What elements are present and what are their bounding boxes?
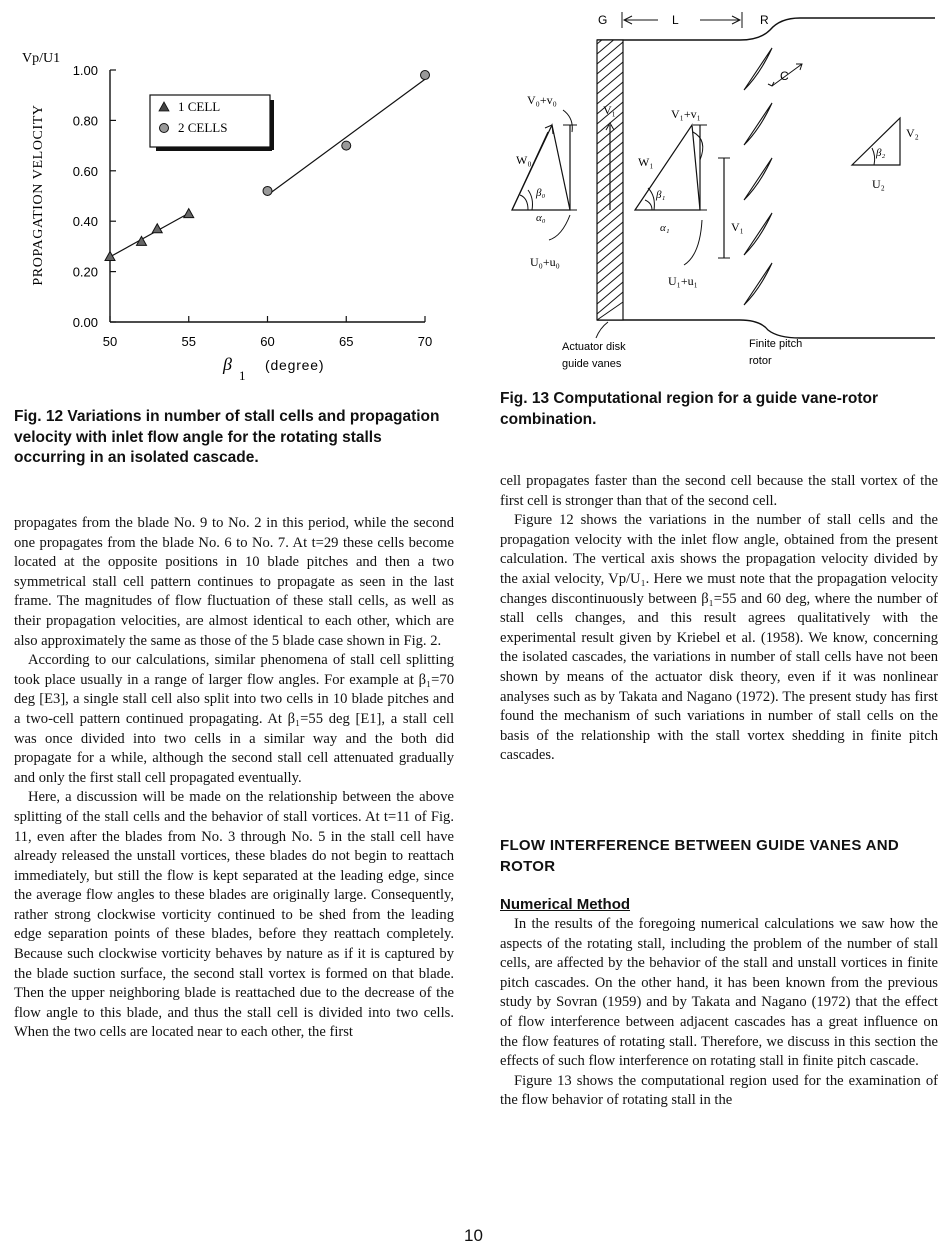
data-point-series-2 xyxy=(342,141,351,150)
left-column xyxy=(14,514,454,1043)
label-finite-line1: Finite pitch xyxy=(749,338,803,350)
y-tick-label: 0.40 xyxy=(72,214,98,230)
page-number: 10 xyxy=(464,1226,483,1245)
data-point-series-2 xyxy=(421,71,430,80)
label-u0-plus-u0: U₀+u₀ xyxy=(530,255,560,269)
right-paragraph-2: Figure 12 shows the variations in the number of stall cells and the propagation velocity with the inlet flow angle, obtained from the present calculation. The vertical axis shows the propagation velocity divided by the axial velocity, Vp/U₁. Here we must note that the propagation velocity changes discontinuously between β₁=55 and 60 deg, where the number of stall cells changes, and this result agrees qualitatively with the experimental result given by Kriebel et al. (1958). We know, concerning the isolated cascades, the variations in number of stall cells have not been shown by means of the actuator disk theory, even if it was nonlinear analyses such as by Takata and Nagano (1972). The present study has first found the mechanism of such variations in number of stall cells on the basis of the relationship with the stall vortex shedding in finite pitch cascades. xyxy=(500,512,938,764)
x-tick-label: 70 xyxy=(417,334,433,349)
figure-13-caption: Fig. 13 Computational region for a guide vane-rotor combination. xyxy=(500,390,879,428)
domain-bottom-curve xyxy=(740,320,935,338)
label-c: C xyxy=(780,69,789,83)
x-axis-label-unit: (degree) xyxy=(265,357,325,373)
label-u1-plus-u1: U₁+u₁ xyxy=(668,274,698,288)
right-column-bottom xyxy=(500,915,938,1111)
label-w0: W₀ xyxy=(516,153,532,167)
rotor-blade xyxy=(744,103,772,145)
y-tick-label: 0.80 xyxy=(72,113,98,129)
label-g: G xyxy=(598,13,608,27)
data-point-series-2 xyxy=(263,186,272,195)
subsection-heading: Numerical Method xyxy=(500,896,631,913)
rotor-blade xyxy=(744,158,772,200)
right-paragraph-4: Figure 13 shows the computational region used for the examination of the flow behavior of rotating stall in the xyxy=(500,1072,938,1109)
y-axis-label: PROPAGATION VELOCITY xyxy=(31,104,46,286)
left-paragraph-3: Here, a discussion will be made on the relationship between the above splitting of the stall cells and the behavior of stall vortices. At t=11 of Fig. 11, even after the blades from No. 3 through No. 5 in the stall cell have already released the unstall vortices, these blades do not begin to reattach immediately, but still the flow is kept separated at the leading edge, since the average flow angles to these blades are originally large. Consequently, rather strong clockwise vorticity continued to be shed from the leading edge separation points of these blades, before they reattach completely. Because such clockwise vorticity behaves by nature as if it is captured by the blade suction surface, the second stall vortex is formed on that blade. Then the upper neighboring blade is reattached due to the decrease of the flow angle to this blade, and thus the stall cell is divided into two cells. When the two cells are located near to each other, the first xyxy=(14,789,454,1041)
label-alpha1: α₁ xyxy=(660,222,670,234)
x-tick-label: 60 xyxy=(260,334,275,349)
rotor-blades xyxy=(744,48,772,305)
right-paragraph-1: cell propagates faster than the second cell because the stall vortex of the first cell is stronger than that of the second cell. xyxy=(500,473,938,509)
right-column-top xyxy=(500,472,938,766)
label-alpha0: α₀ xyxy=(536,212,546,224)
label-v0-plus-v0: V₀+v₀ xyxy=(527,93,557,107)
fit-line-series-2 xyxy=(268,79,426,195)
label-beta0: β₀ xyxy=(536,187,546,199)
domain-top-curve xyxy=(740,18,935,40)
x-axis-label-symbol: β xyxy=(223,354,232,374)
rotor-blade xyxy=(744,213,772,255)
legend-label-1-cell: 1 CELL xyxy=(178,99,221,114)
legend-label-2-cells: 2 CELLS xyxy=(178,120,228,135)
fit-line-series-1 xyxy=(110,213,189,257)
label-l: L xyxy=(672,13,679,27)
rotor-blade xyxy=(744,263,772,305)
data-point-series-1 xyxy=(184,209,194,218)
figure-12-chart xyxy=(0,40,470,385)
y-tick-label: 0.00 xyxy=(72,315,98,330)
rotor-blade xyxy=(744,48,772,90)
figure-12-caption: Fig. 12 Variations in number of stall cells and propagation velocity with inlet flow angle for the rotating stalls occurring in an isolated cascade. xyxy=(14,408,440,466)
legend-circle-marker xyxy=(160,124,169,133)
y-tick-label: 0.20 xyxy=(72,264,98,280)
x-tick-label: 50 xyxy=(102,334,118,349)
x-tick-label: 65 xyxy=(339,334,354,349)
label-r: R xyxy=(760,13,769,27)
y-tick-label: 0.60 xyxy=(72,163,98,179)
label-v2: V₂ xyxy=(906,126,919,140)
x-axis-label-subscript: 1 xyxy=(239,368,246,383)
label-finite-line2: rotor xyxy=(749,355,772,367)
label-actuator-line1: Actuator disk xyxy=(562,341,626,353)
label-actuator-line2: guide vanes xyxy=(562,358,622,370)
label-beta2: β₂ xyxy=(876,147,886,159)
left-paragraph-1: propagates from the blade No. 9 to No. 2 in this period, while the second one propagates from the blade No. 6 to No. 7. At t=29 these cells become located at the opposite positions in 10 blade pitches and then a two symmetrical stall cell pattern continues to propagate as seen in the last frame. The magnitudes of flow fluctuation of these stall cells, as well as their propagation velocities, are almost identical to each other, which are also approximately the same as those of the 5 blade case shown in Fig. 2. xyxy=(14,515,454,649)
section-heading: FLOW INTERFERENCE BETWEEN GUIDE VANES AND ROTOR xyxy=(500,837,899,875)
label-v1-top: V₁ xyxy=(603,103,616,117)
y-unit-label: Vp/U1 xyxy=(22,51,61,66)
left-paragraph-2: According to our calculations, similar phenomena of stall cell splitting took place usually in a range of larger flow angles. For example at β₁=70 deg [E3], a single stall cell also split into two cells in 10 blade pitches and a two-cell pattern continued propagating. At β₁=55 deg [E1], a stall cell was once divided into two cells in a similar way and the both did propagate for a while, although the second stall cell attenuated gradually and only the first stall cell propagated eventually. xyxy=(14,652,454,786)
figure-13-diagram xyxy=(500,8,940,380)
label-beta1: β₁ xyxy=(656,189,666,201)
label-w1: W₁ xyxy=(638,155,654,169)
label-v1-right: V₁ xyxy=(731,220,744,234)
label-v1-plus-v1: V₁+v₁ xyxy=(671,107,701,121)
x-tick-label: 55 xyxy=(181,334,196,349)
data-point-series-1 xyxy=(105,251,115,260)
label-u2: U₂ xyxy=(872,177,885,191)
right-paragraph-3: In the results of the foregoing numerical calculations we saw how the aspects of the rotating stall, including the problem of the number of stall cells, are affected by the behavior of the stall and unstall vortices in finite pitch cascades. On the other hand, it has been known from the previous study by Sovran (1959) and by Takata and Nagano (1972) that the effect of flow interference between adjacent cascades has a great influence on the flow features of rotating stall. Therefore, we discuss in this section the effects of such flow interference on rotating stall in finite pitch cascade. xyxy=(500,916,938,1070)
y-tick-label: 1.00 xyxy=(72,63,98,78)
